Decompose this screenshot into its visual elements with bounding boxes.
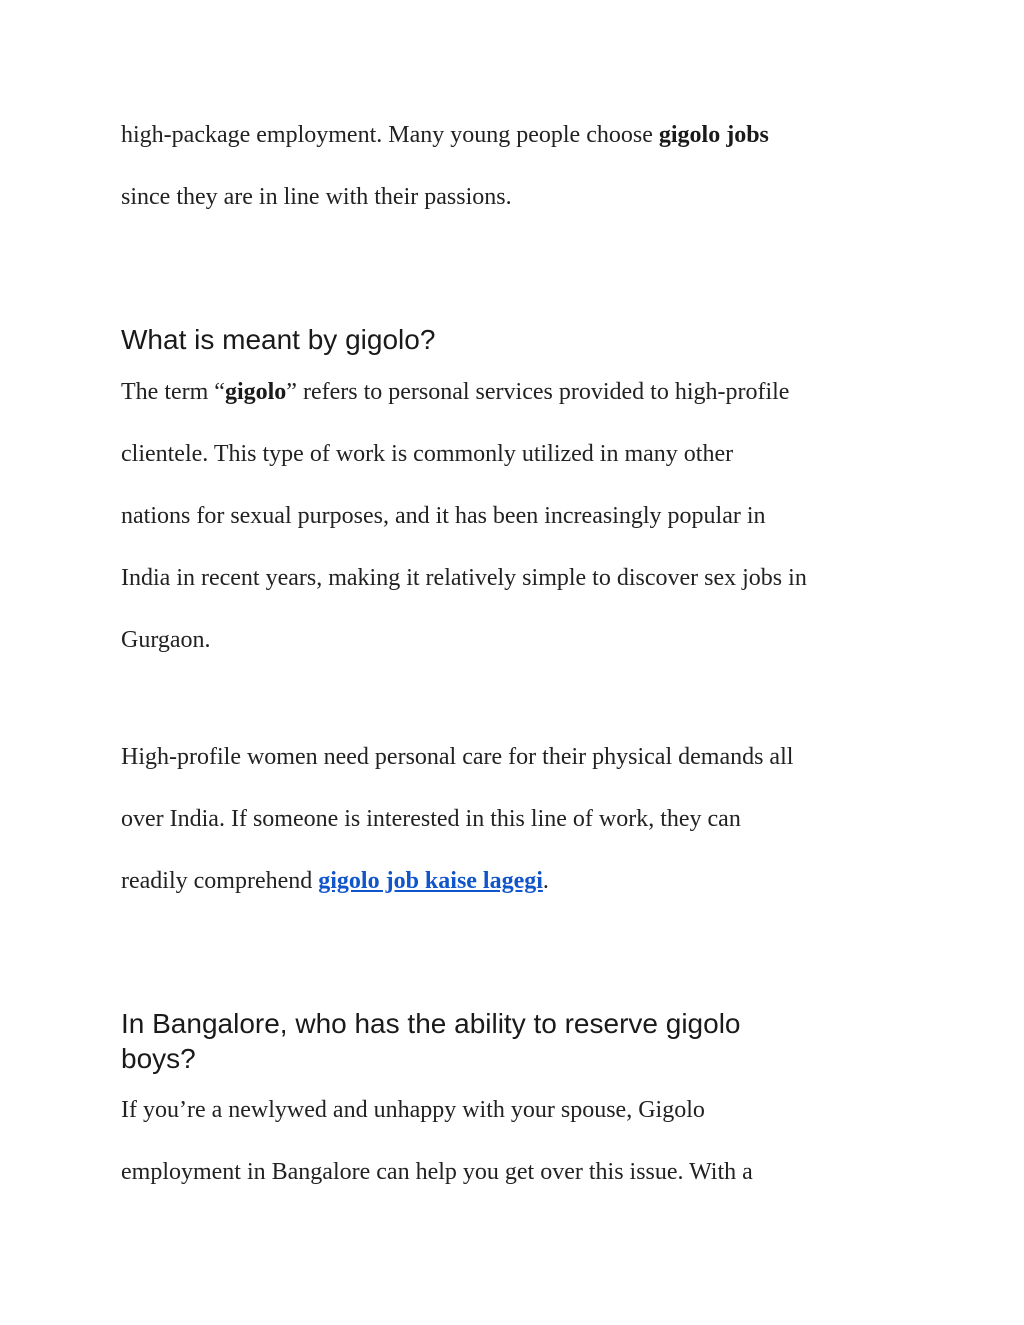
bangalore-heading-line-2: boys?	[121, 1043, 196, 1074]
intro-paragraph	[121, 104, 921, 228]
gigolo-job-kaise-lagegi-link[interactable]: gigolo job kaise lagegi	[318, 868, 543, 894]
definition-paragraph	[121, 361, 921, 671]
definition-line-3: nations for sexual purposes, and it has been increasingly popular in	[121, 503, 766, 529]
high-profile-text-prefix: readily comprehend	[121, 868, 319, 894]
newlywed-paragraph	[121, 1079, 921, 1203]
definition-line-2: clientele. This type of work is commonly utilized in many other	[121, 441, 734, 467]
section-heading-bangalore	[121, 1006, 921, 1076]
definition-line-4: India in recent years, making it relatively simple to discover sex jobs in	[121, 565, 807, 591]
intro-text: high-package employment. Many young people choose	[121, 122, 659, 148]
definition-line-1	[121, 361, 921, 423]
newlywed-line-1: If you’re a newlywed and unhappy with your spouse, Gigolo	[121, 1097, 705, 1123]
high-profile-text-suffix: .	[542, 868, 549, 894]
intro-line-1	[121, 104, 921, 166]
newlywed-line-2: employment in Bangalore can help you get over this issue. With a	[121, 1159, 753, 1185]
high-profile-line-2: over India. If someone is interested in this line of work, they can	[121, 806, 741, 832]
high-profile-paragraph	[121, 726, 921, 912]
definition-bold-term: gigolo	[224, 379, 287, 405]
section-heading-what-is-gigolo: What is meant by gigolo?	[121, 324, 436, 355]
definition-line-5: Gurgaon.	[121, 627, 211, 653]
high-profile-line-3	[121, 850, 921, 912]
intro-bold-keyword: gigolo jobs	[658, 122, 769, 148]
definition-text-suffix: ” refers to personal services provided to high-profile	[286, 379, 790, 405]
bangalore-heading-line-1: In Bangalore, who has the ability to reserve gigolo	[121, 1008, 741, 1039]
high-profile-line-1: High-profile women need personal care for their physical demands all	[121, 744, 794, 770]
definition-text-prefix: The term “	[121, 379, 225, 405]
intro-line-2: since they are in line with their passions.	[121, 184, 512, 210]
